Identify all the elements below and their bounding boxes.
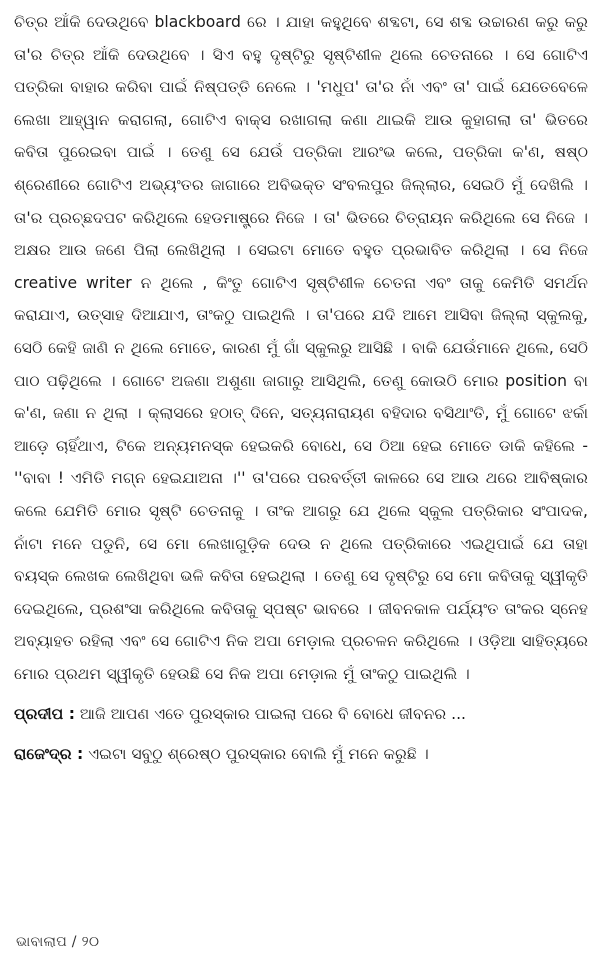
question-prodip xyxy=(14,698,588,730)
answer-text: ଏଇଟା ସବୁଠୁ ଶ୍ରେଷ୍ଠ ପୁରସ୍କାର ବୋଲି ମୁଁ ମନେ କରୁଛି । xyxy=(88,745,429,764)
body-paragraph: ଚିତ୍ର ଆଁକି ଦେଉଥିବେ blackboard ରେ । ଯାହା କହୁଥିବେ ଶବ୍ଦଟା, ସେ ଶବ୍ଦ ଉଚ୍ଚାରଣ କରୁ କରୁ ତା'ର ଚିତ୍ର ଆଁକି ଦେଉଥିବେ । ସିଏ ବହୁ ଦୃଷ୍ଟିରୁ ସୃଷ୍ଟିଶୀଳ ଥିଲେ ଚେତନାରେ । ସେ ଗୋଟିଏ ପତ୍ରିକା ବାହାର କରିବା ପାଇଁ ନିଷ୍ପତ୍ତି ନେଲେ । 'ମଧୁପ' ତା'ର ନାଁ ଏବଂ ତା' ପାଇଁ ଯେତେବେଳେ ଲେଖା ଆହ୍ୱାନ କରାଗଲା, ଗୋଟିଏ ବାକ୍ସ ରଖାଗଲା କଣା ଥାଇକି ଆଉ କୁହାଗଲା ତା' ଭିତରେ କବିତା ପୁରେଇବା ପାଇଁ । ତେଣୁ ସେ ଯେଉଁ ପତ୍ରିକା ଆରଂଭ କଲେ, ପତ୍ରିକା କ'ଣ, ଷଷ୍ଠ ଶ୍ରେଣୀରେ ଗୋଟିଏ ଅଭ୍ୟଂତର ଜାଗାରେ ଅବିଭକ୍ତ ସଂବଲପୁର ଜିଲ୍ଲାର, ସେଇଠି ମୁଁ ଦେଖିଲି । ତା'ର ପ୍ରଚ୍ଛଦପଟ କରିଥିଲେ ହେଡମାଷ୍ଟ୍ରେ ନିଜେ । ତା' ଭିତରେ ଚିତ୍ରାୟନ କରିଥିଲେ ସେ ନିଜେ । ଅକ୍ଷର ଆଉ ଜଣେ ପିଲା ଲେଖିଥିଲା । ସେଇଟା ମୋତେ ବହୁତ ପ୍ରଭାବିତ କରିଥିଲା । ସେ ନିଜେ creative writer ନ ଥିଲେ , କିଂତୁ ଗୋଟିଏ ସୃଷ୍ଟିଶୀଳ ଚେତନା ଏବଂ ତାକୁ କେମିତି ସମର୍ଥନ କରାଯାଏ, ଉତ୍ସାହ ଦିଆଯାଏ, ତାଂକଠୁ ପାଇଥିଲି । ତା'ପରେ ଯଦି ଆମେ ଆସିବା ଜିଲ୍ଲା ସ୍କୁଲକୁ, ସେଠି କେହି ଜାଣି ନ ଥିଲେ ମୋତେ, କାରଣ ମୁଁ ଗାଁ ସ୍କୁଲରୁ ଆସିଛି । ବାକି ଯେଉଁମାନେ ଥିଲେ, ସେଠି ପାଠ ପଢ଼ିଥିଲେ । ଗୋଟେ ଅଜଣା ଅଶୁଣା ଜାଗାରୁ ଆସିଥିଲି, ତେଣୁ କୋଉଠି ମୋର position ବା କ'ଣ, ଜଣା ନ ଥିଲା । କ୍ଲାସରେ ହଠାତ୍ ଦିନେ, ସତ୍ୟନାରାୟଣ ବହିଦାର ବସିଥାଂତି, ମୁଁ ଗୋଟେ ଝର୍କା ଆଡ଼େ ଚାହିଁଥାଏ, ଟିକେ ଅନ୍ୟମନସ୍କ ହେଇକରି ବୋଧେ, ସେ ଠିଆ ହେଇ ମୋତେ ଡାକି କହିଲେ - ''ବାବା ! ଏମିତି ମଗ୍ନ ହେଇଯାଅନା ।'' ତା'ପରେ ପରବର୍ତ୍ତୀ କାଳରେ ସେ ଆଉ ଥରେ ଆବିଷ୍କାର କଲେ ଯେମିତି ମୋର ସୃଷ୍ଟି ଚେତନାକୁ । ତାଂକ ଆଗରୁ ଯେ ଥିଲେ ସ୍କୁଲ ପତ୍ରିକାର ସଂପାଦକ, ନାଁଟା ମନେ ପଡୁନି, ସେ ମୋ ଲେଖାଗୁଡ଼ିକ ଦେଉ ନ ଥିଲେ ପତ୍ରିକାରେ ଏଇଥିପାଇଁ ଯେ ତାହା ବୟସ୍କ ଲେଖକ ଲେଖିଥିବା ଭଳି କବିତା ହେଇଥିଲା । ତେଣୁ ସେ ଦୃଷ୍ଟିରୁ ସେ ମୋ କବିତାକୁ ସ୍ୱୀକୃତି ଦେଇଥିଲେ, ପ୍ରଶଂସା କରିଥିଲେ କବିତାକୁ ସ୍ପଷ୍ଟ ଭାବରେ । ଜୀବନକାଳ ପର୍ଯ୍ୟଂତ ତାଂକର ସ୍ନେହ ଅବ୍ୟାହତ ରହିଲା ଏବଂ ସେ ଗୋଟିଏ ନିକ ଅପା ମେଡ଼ାଲ ପ୍ରଚଳନ କରିଥିଲେ । ଓଡ଼ିଆ ସାହିତ୍ୟରେ ମୋର ପ୍ରଥମ ସ୍ୱୀକୃତି ହେଉଛି ସେ ନିକ ଅପା ମେଡ଼ାଲ ମୁଁ ତାଂକଠୁ ପାଇଥିଲି । xyxy=(14,13,588,683)
document-page xyxy=(14,6,588,966)
question-text: ଆଜି ଆପଣ ଏତେ ପୁରସ୍କାର ପାଇଲା ପରେ ବି ବୋଧେ ଜୀବନର ... xyxy=(79,705,466,724)
answer-rajendra xyxy=(14,738,588,770)
page-footer: ଭାବାଲାପ / ୨୦ xyxy=(16,934,100,950)
speaker-rajendra: ରାଜେଂଦ୍ର : xyxy=(14,745,84,764)
speaker-prodip: ପ୍ରଦୀପ : xyxy=(14,705,75,724)
